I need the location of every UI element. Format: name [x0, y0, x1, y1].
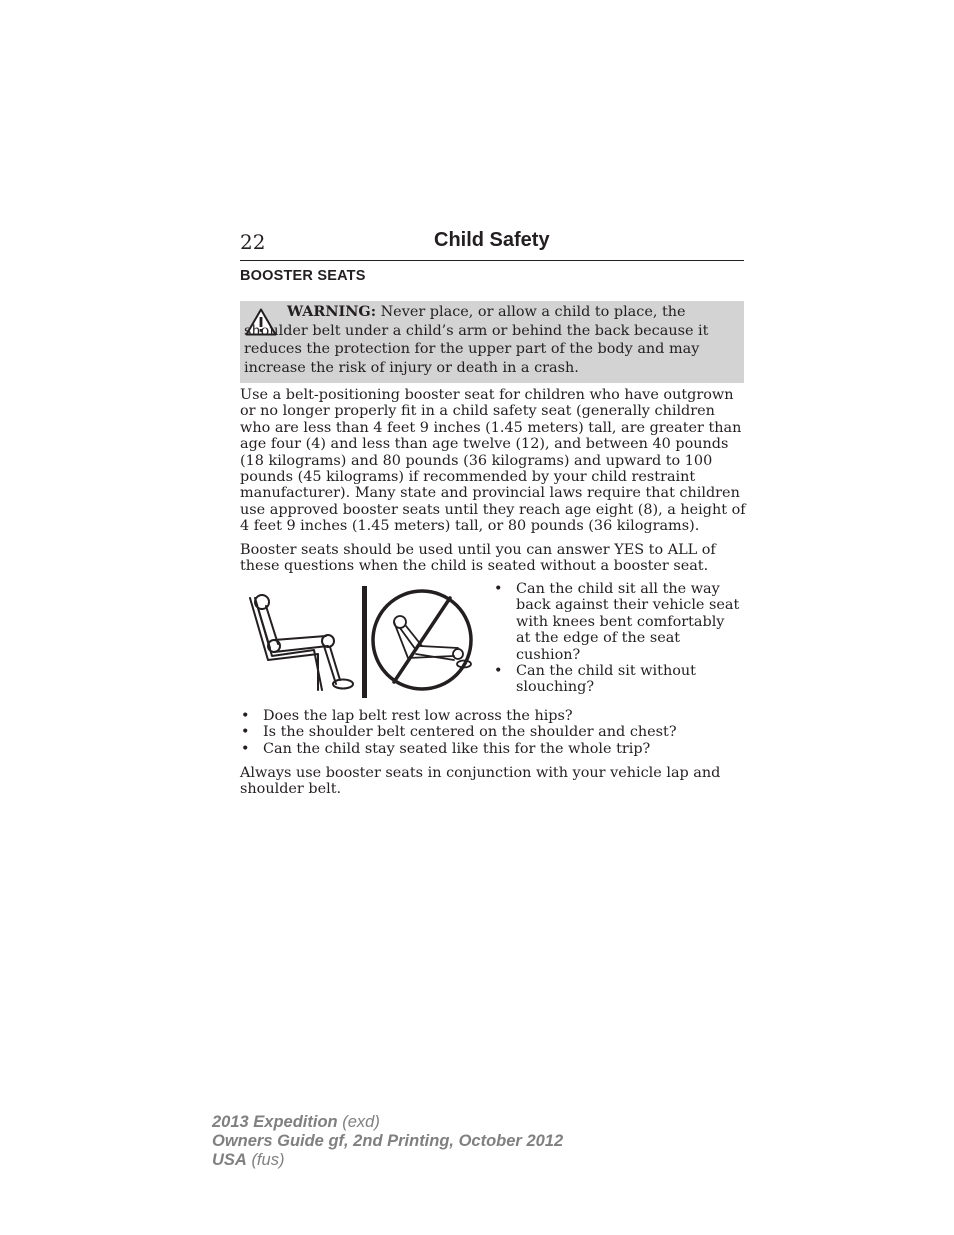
warning-text [244, 303, 738, 377]
booster-seat-illustration [240, 584, 480, 700]
page-footer [212, 1113, 563, 1170]
footer-market-line: USA (fus) [212, 1151, 285, 1169]
bullet-icon: • [241, 708, 250, 724]
warning-box [240, 301, 744, 383]
question-text: Does the lap belt rest low across the hips? [263, 708, 573, 724]
bullet-icon: • [241, 724, 250, 741]
bullet-icon: • [494, 581, 503, 597]
warning-message: Never place, or allow a child to place, the shoulder belt under a child’s arm or behind the back because it reduces the protection for the upper part of the body and may increase the risk of injury or death in a crash. [244, 304, 709, 376]
correct-seat-outline [250, 598, 318, 690]
question-text: Can the child sit all the way back against their vehicle seat with knees bent comfortably at the edge of the seat cushion? [516, 581, 740, 663]
page-header [240, 228, 744, 261]
question-text: Can the child stay seated like this for the whole trip? [263, 740, 651, 757]
question-item [240, 724, 746, 740]
footer-printing-line: Owners Guide gf, 2nd Printing, October 2012 [212, 1132, 564, 1150]
page-number: 22 [240, 230, 266, 254]
prohibition-slash [394, 598, 450, 682]
correct-seating-figure [250, 595, 353, 690]
closing-paragraph: Always use booster seats in conjunction with your vehicle lap and shoulder belt. [240, 765, 721, 798]
question-list-right [493, 581, 743, 696]
question-item [493, 663, 743, 696]
warning-label: WARNING: [287, 303, 377, 320]
question-item [240, 708, 746, 724]
bullet-icon: • [494, 663, 503, 680]
divider-bar [362, 586, 367, 698]
bullet-icon: • [241, 740, 250, 757]
question-item [493, 581, 743, 663]
chapter-title: Child Safety [434, 229, 550, 251]
section-heading: BOOSTER SEATS [240, 268, 366, 284]
questions-intro-paragraph: Booster seats should be used until you can answer YES to ALL of these questions when the child is seated without a booster seat. [240, 542, 716, 575]
question-list-bottom [240, 708, 746, 757]
question-text: Is the shoulder belt centered on the shoulder and chest? [263, 724, 677, 741]
question-text: Can the child sit without slouching? [516, 663, 696, 696]
incorrect-seating-figure [373, 591, 471, 689]
footer-model-line: 2013 Expedition (exd) [212, 1113, 380, 1131]
question-item [240, 741, 746, 757]
intro-paragraph: Use a belt-positioning booster seat for children who have outgrown or no longer properly fit in a child safety seat (generally children who are less than 4 feet 9 inches (1.45 meters) tall, are greater than age four (4) and less than age twelve (12), and between 40 pounds (18 kilograms) and 80 pounds (36 kilograms) and upward to 100 pounds (45 kilograms) if recommended by your child restraint manufacturer). Many state and provincial laws require that children use approved booster seats until they reach age eight (8), a height of 4 feet 9 inches (1.45 meters) tall, or 80 pounds (36 kilograms). [240, 387, 746, 535]
